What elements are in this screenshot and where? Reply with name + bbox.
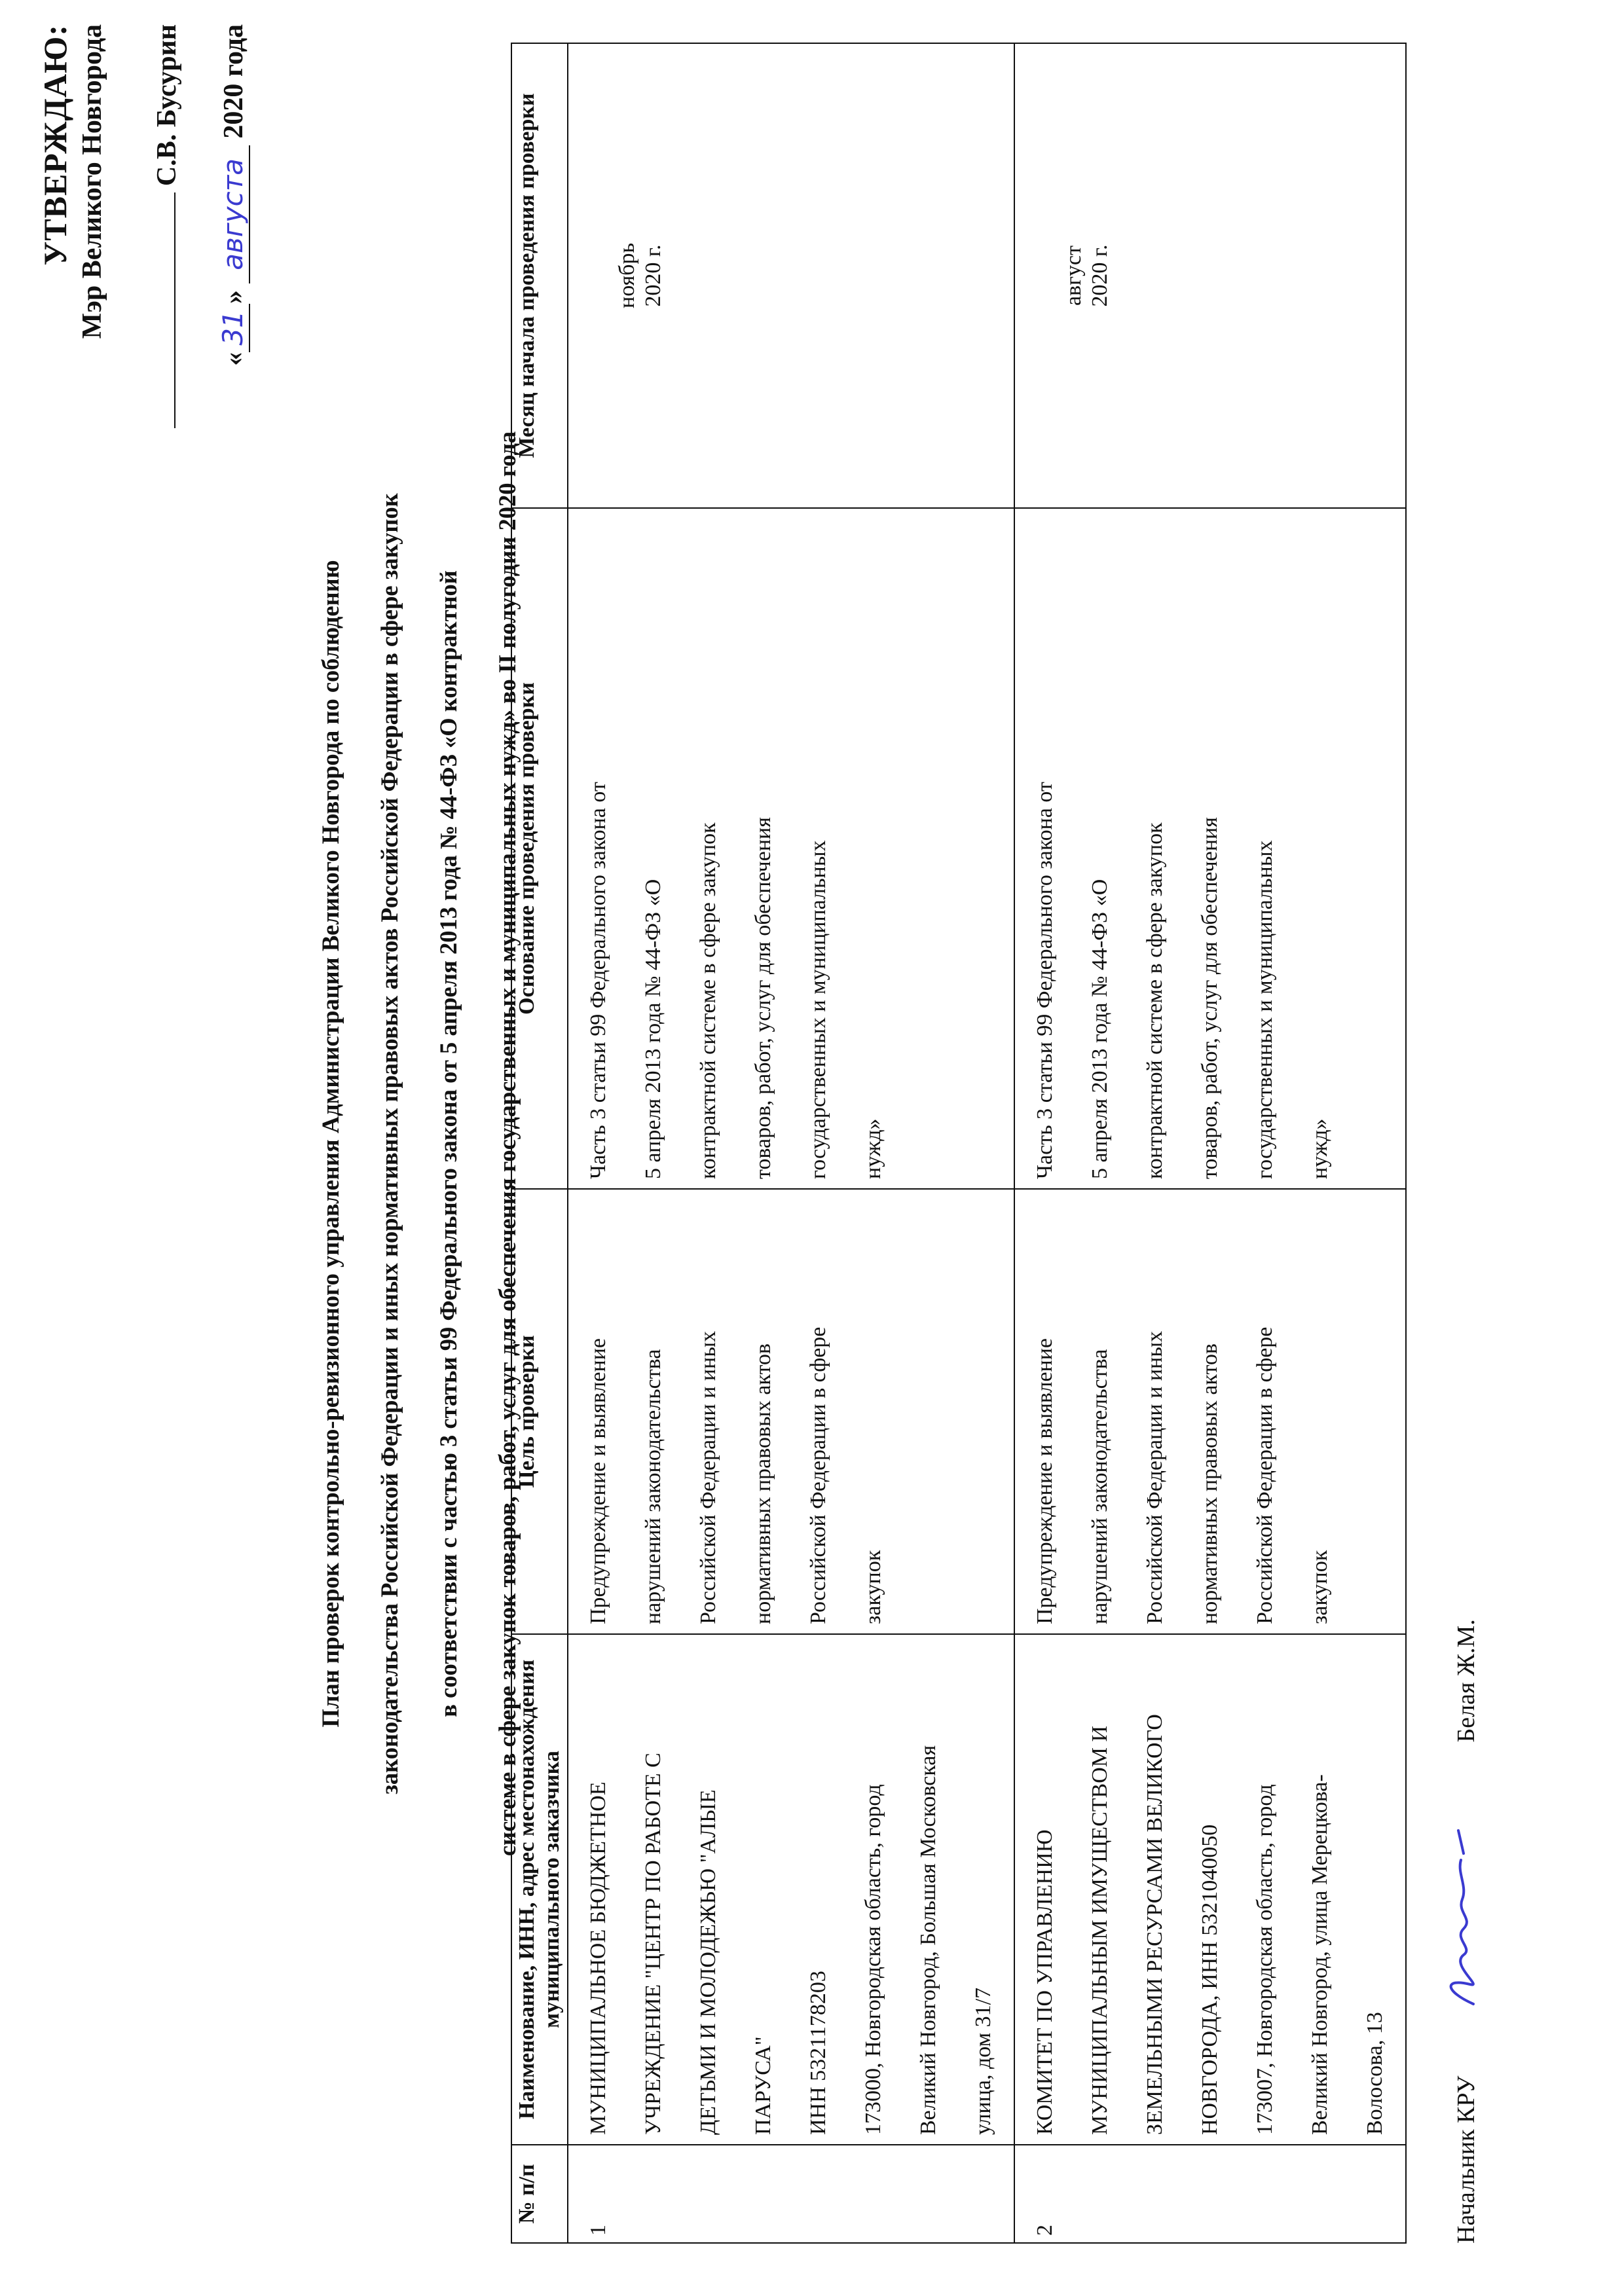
signature-scribble-icon [1437,1814,1490,2011]
approval-date-day: 31 [217,304,250,352]
cell-line: контрактной системе в сфере закупок [696,822,720,1179]
title-line-2: законодательства Российской Федерации и иных нормативных правовых актов Российской Федерации в сфере закупок [376,493,403,1795]
footer-position: Начальник КРУ [1452,2075,1481,2244]
cell-line: улица, дом 31/7 [971,1987,995,2135]
cell-line: НОВГОРОДА, ИНН 5321040050 [1198,1824,1222,2135]
cell-line: нужд» [1308,1118,1332,1179]
approval-heading: УТВЕРЖДАЮ: [37,24,73,266]
row-basis [1014,508,1406,1189]
approval-position: Мэр Великого Новгорода [77,24,107,339]
cell-line: закупок [861,1550,885,1624]
handwritten-signature-icon [1437,1814,1500,2011]
header-basis: Основание проведения проверки [511,508,568,1189]
cell-line: ДЕТЬМИ И МОЛОДЕЖЬЮ "АЛЫЕ [696,1789,720,2135]
cell-line: 173000, Новгородская область, город [861,1784,885,2135]
approval-signatory-line [151,24,183,430]
approval-signatory: С.В. Бусурин [152,24,182,187]
header-name: Наименование, ИНН, адрес местонахождения муниципального заказчика [511,1634,568,2145]
cell-line: нарушений законодательства [641,1349,665,1624]
cell-line: 173007, Новгородская область, город [1253,1784,1277,2135]
row-month [568,43,1014,508]
cell-line: Российской Федерации и иных [696,1330,720,1624]
cell-line: август [1061,245,1086,306]
cell-line: МУНИЦИПАЛЬНЫМ ИМУЩЕСТВОМ И [1088,1725,1112,2135]
row-goal [1014,1189,1406,1634]
cell-line: МУНИЦИПАЛЬНОЕ БЮДЖЕТНОЕ [586,1781,610,2135]
cell-line: Великий Новгород, улица Мерецкова- [1308,1774,1332,2135]
cell-line: ноябрь [615,243,639,308]
cell-line: контрактной системе в сфере закупок [1143,822,1167,1179]
cell-line: 2020 г. [1088,244,1112,307]
cell-line: Предупреждение и выявление [586,1338,610,1624]
cell-line: ИНН 5321178203 [806,1971,830,2135]
cell-line: 2020 г. [641,244,665,307]
header-month: Месяц начала проведения проверки [511,43,568,508]
cell-line: государственных и муниципальных [1253,840,1277,1179]
header-num: № п/п [511,2145,568,2243]
row-num: 2 [1014,2145,1406,2243]
document-title [301,358,537,1929]
footer-name: Белая Ж.М. [1452,1619,1481,1743]
cell-line: ПАРУСА" [751,2036,775,2135]
cell-line: Российской Федерации в сфере [1253,1326,1277,1624]
cell-line: Предупреждение и выявление [1033,1338,1057,1624]
cell-line: УЧРЕЖДЕНИЕ "ЦЕНТР ПО РАБОТЕ С [641,1753,665,2135]
title-line-3: в соответствии с частью 3 статьи 99 Федерального закона от 5 апреля 2013 года № 44-ФЗ «О контрактной [435,570,462,1717]
cell-line: Волосова, 13 [1363,2012,1387,2135]
cell-line: 5 апреля 2013 года № 44-ФЗ «О [1088,879,1112,1179]
approval-date-month: августа [217,145,250,283]
row-name [568,1634,1014,2145]
cell-line: закупок [1308,1550,1332,1624]
row-name [1014,1634,1406,2145]
row-num: 1 [568,2145,1014,2243]
cell-line: государственных и муниципальных [806,840,830,1179]
cell-line: нужд» [861,1118,885,1179]
cell-line: КОМИТЕТ ПО УПРАВЛЕНИЮ [1033,1829,1057,2135]
header-goal: Цель проверки [511,1189,568,1634]
cell-line: Часть 3 статьи 99 Федерального закона от [586,782,610,1179]
table-row [1014,43,1406,2243]
title-line-1: План проверок контрольно-ревизионного управления Администрации Великого Новгорода по соблюдению [317,560,344,1728]
cell-line: Российской Федерации и иных [1143,1330,1167,1624]
cell-line: нормативных правовых актов [1198,1343,1222,1624]
signature-line [174,192,175,428]
approval-block [36,24,249,430]
approval-date-year: 2020 года [219,24,249,139]
approval-date: «31» августа 2020 года [217,24,249,366]
table-header-row [511,43,568,2243]
cell-line: Часть 3 статьи 99 Федерального закона от [1033,782,1057,1179]
cell-line: Великий Новгород, Большая Московская [916,1745,940,2135]
cell-line: нормативных правовых актов [751,1343,775,1624]
cell-line: нарушений законодательства [1088,1349,1112,1624]
row-month [1014,43,1406,508]
cell-line: 5 апреля 2013 года № 44-ФЗ «О [641,879,665,1179]
row-basis [568,508,1014,1189]
footer-signature [1437,1619,1500,2244]
title-line-4: системе в сфере закупок товаров, работ, услуг для обеспечения государственных и муниципальных нужд» во II полугодии 2020 года [494,431,521,1857]
cell-line: ЗЕМЕЛЬНЫМИ РЕСУРСАМИ ВЕЛИКОГО [1143,1714,1167,2135]
cell-line: Российской Федерации в сфере [806,1326,830,1624]
row-goal [568,1189,1014,1634]
inspection-plan-table [511,43,1407,2244]
table-row [568,43,1014,2243]
cell-line: товаров, работ, услуг для обеспечения [1198,817,1222,1179]
cell-line: товаров, работ, услуг для обеспечения [751,817,775,1179]
